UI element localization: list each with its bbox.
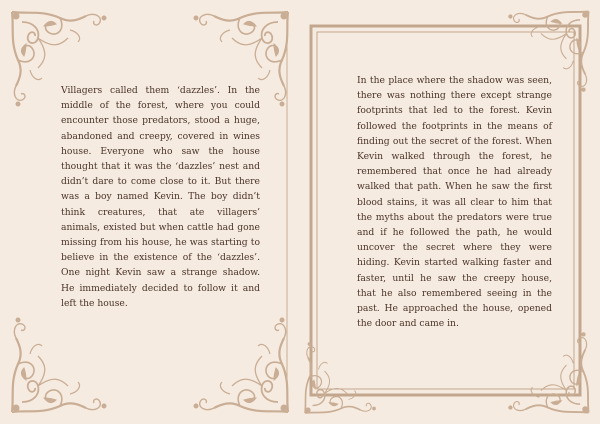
left-page-paragraph: Villagers called them ‘dazzles’. In the middle of the forest, where you could encounter those predators, stood a huge, abandoned and creepy, covered in wines house. Everyone who saw the house thought that it was the ‘dazzles’ nest and didn’t dare to come close to it. But there was a boy named Kevin. The boy didn’t think creatures, that ate villagers’ animals, existed but when cattle had gone missing from his house, he was starting to believe in the existence of the ‘dazzles’. One night Kevin saw a strange shadow. He immediately decided to follow it and left the house. <box>61 85 260 309</box>
right-page-paragraph: In the place where the shadow was seen, there was nothing there except strange footprints that led to the forest. Kevin followed the footprints in the means of finding out the secret of the forest. When Kevin walked through the forest, he remembered that once he had already walked that path. When he saw the first blood stains, it was all clear to him that the myths about the predators were true and if he followed the path, he would uncover the secret where they were hiding. Kevin started walking faster and faster, until he saw the creepy house, that he also remembered seeing in the past. He approached the house, opened the door and came in. <box>357 75 552 330</box>
